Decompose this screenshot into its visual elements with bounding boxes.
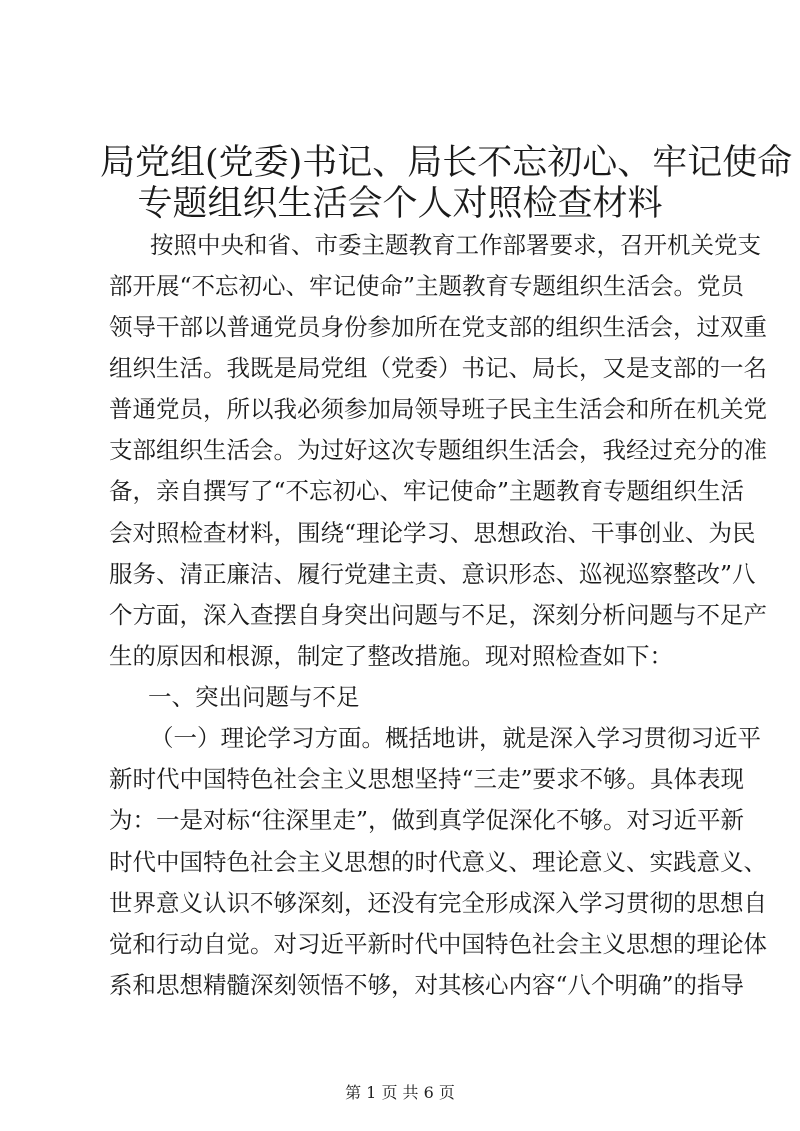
paragraph-line: 新时代中国特色社会主义思想坚持“三走”要求不够。具体表现 (109, 765, 745, 793)
page-number-footer: 第 1 页 共 6 页 (345, 1083, 455, 1102)
paragraph-line: 个方面，深入查摆自身突出问题与不足，深刻分析问题与不足产 (109, 601, 767, 629)
paragraph-line: 领导干部以普通党员身份参加所在党支部的组织生活会，过双重 (109, 313, 767, 341)
paragraph-line: 部开展“不忘初心、牢记使命”主题教育专题组织生活会。党员 (109, 272, 745, 300)
paragraph-line: 生的原因和根源，制定了整改措施。现对照检查如下： (109, 642, 673, 670)
paragraph-line: 会对照检查材料，围绕“理论学习、思想政治、干事创业、为民 (109, 519, 756, 547)
paragraph-line: 服务、清正廉洁、履行党建主责、意识形态、巡视巡察整改”八 (109, 560, 756, 588)
document-title-line-2: 专题组织生活会个人对照检查材料 (137, 184, 663, 224)
document-title-line-1: 局党组(党委)书记、局长不忘初心、牢记使命 (100, 143, 793, 183)
section-heading: 一、突出问题与不足 (148, 683, 360, 711)
paragraph-line: 为：一是对标“往深里走”，做到真学促深化不够。对习近平新 (109, 806, 745, 834)
paragraph-line: 系和思想精髓深刻领悟不够，对其核心内容“八个明确”的指导 (109, 971, 745, 999)
paragraph-line: 组织生活。我既是局党组（党委）书记、局长，又是支部的一名 (109, 354, 767, 382)
paragraph-line: 觉和行动自觉。对习近平新时代中国特色社会主义思想的理论体 (109, 930, 767, 958)
paragraph-line: （一）理论学习方面。概括地讲，就是深入学习贯彻习近平 (150, 724, 761, 752)
paragraph-line: 普通党员，所以我必须参加局领导班子民主生活会和所在机关党 (109, 395, 767, 423)
paragraph-line: 世界意义认识不够深刻，还没有完全形成深入学习贯彻的思想自 (109, 889, 767, 917)
paragraph-line: 备，亲自撰写了“不忘初心、牢记使命”主题教育专题组织生活 (109, 477, 745, 505)
paragraph-line: 支部组织生活会。为过好这次专题组织生活会，我经过充分的准 (109, 436, 767, 464)
paragraph-line: 按照中央和省、市委主题教育工作部署要求，召开机关党支 (150, 231, 761, 259)
paragraph-line: 时代中国特色社会主义思想的时代意义、理论意义、实践意义、 (109, 848, 767, 876)
